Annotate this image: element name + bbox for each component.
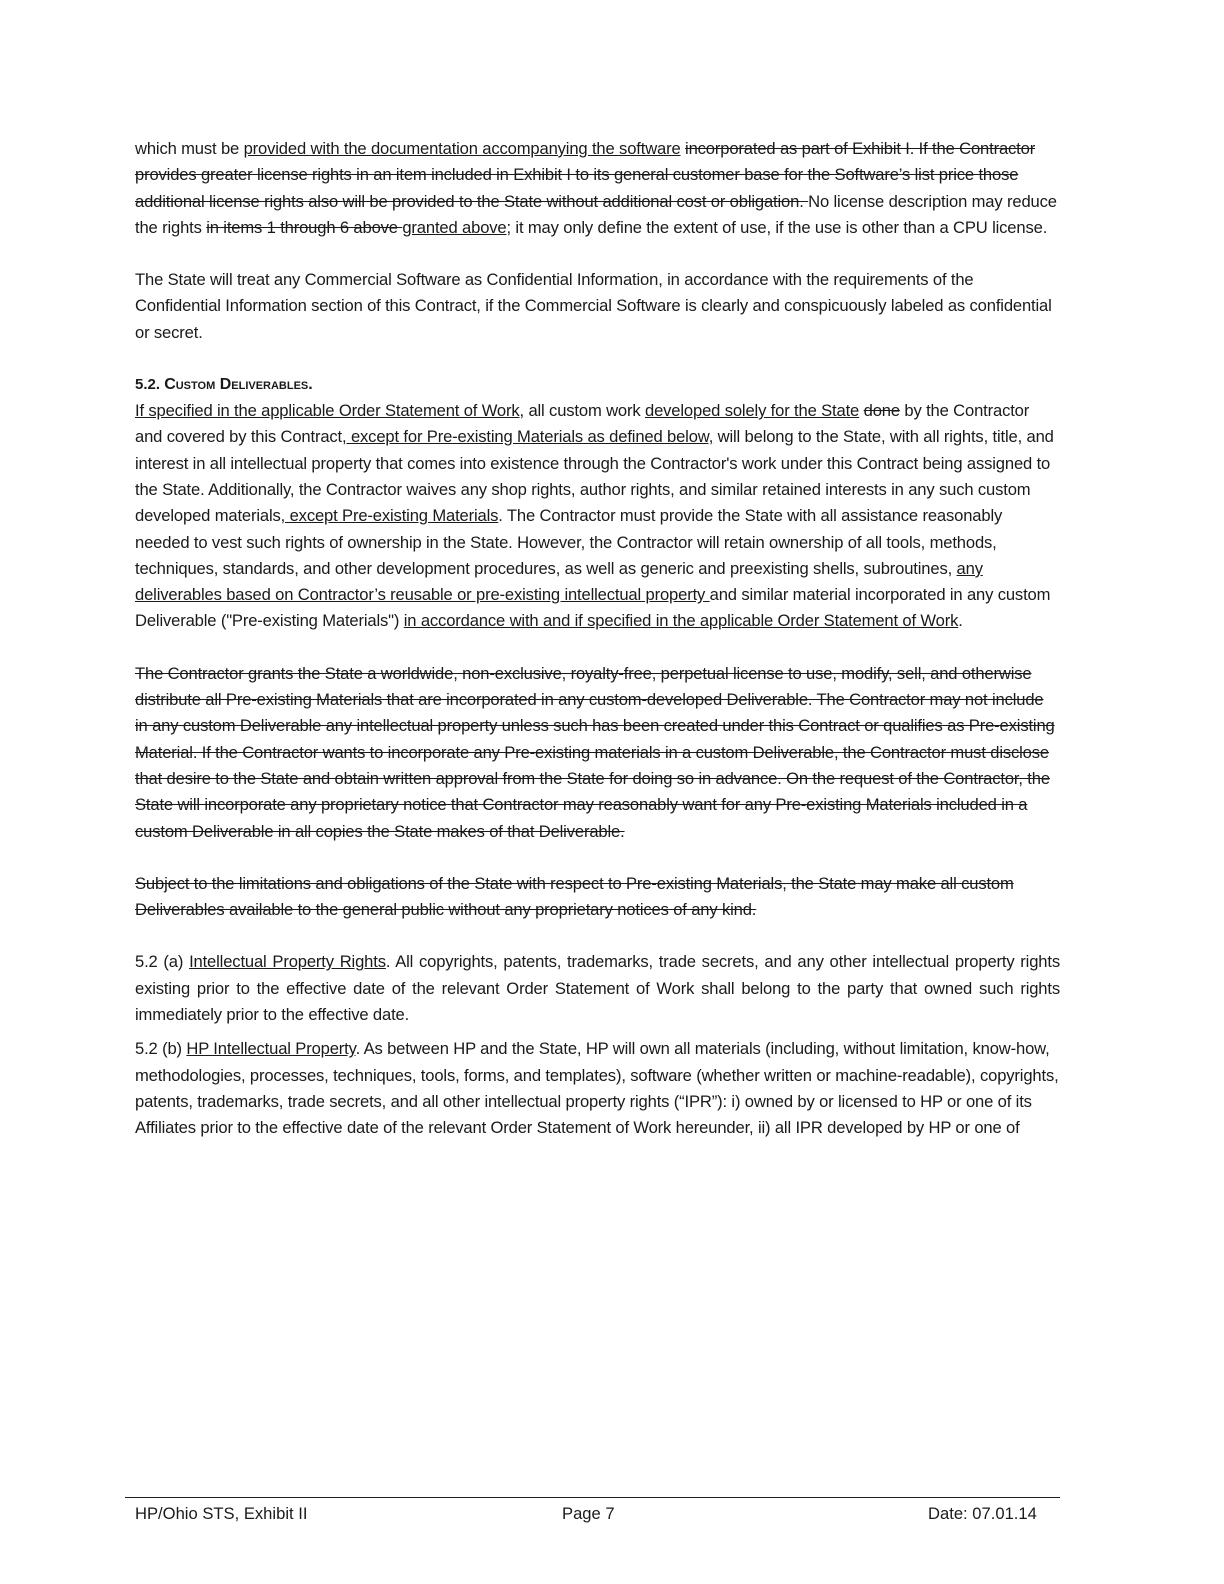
deleted-text: The Contractor grants the State a worldwide, non-exclusive, royalty-free, perpetual license to use, modify, sell, and otherwise distribute all Pre-existing Materials that are incorporated in any custom-developed Deliverable. The Contractor may not include in any custom Deliverable any intellectual property unless such has been created under this Contract or qualifies as Pre-existing Material. If the Contractor wants to incorporate any Pre-existing materials in a custom Deliverable, the Contractor must disclose that desire to the State and obtain written approval from the State for doing so in advance. On the request of the Contractor, the State will incorporate any proprietary notice that Contractor may reasonably want for any Pre-existing Materials included in a custom Deliverable in all copies the State makes of that Deliverable. (135, 663, 1055, 841)
text-run: ; it may only define the extent of use, if the use is other than a CPU license. (506, 217, 1048, 237)
text-run: and similar material incorporated in any custom Deliverable ("Pre-existing Materials") (135, 585, 1051, 631)
deleted-text: incorporated as part of Exhibit I. If the Contractor provides greater license rights in an item included in Exhibit I to its general customer base for the Software’s list price those additional license rights also will be provided to the State without additional cost or obligation. (135, 139, 1036, 211)
section-heading (135, 372, 1060, 398)
paragraph-5-2-b (135, 1036, 1060, 1141)
inserted-text: Intellectual Property Rights (189, 952, 386, 972)
footer-document-name: HP/Ohio STS, Exhibit II (135, 1504, 308, 1523)
footer-page-number: Page 7 (562, 1504, 615, 1523)
text-run: No license description may reduce the rights (135, 191, 1057, 237)
text-run: . All copyrights, patents, trademarks, trade secrets, and any other intellectual property rights existing prior to the effective date of the relevant Order Statement of Work shall belong to the party that owned such rights immediately prior to the effective date. (135, 952, 1060, 1025)
deleted-text: in items 1 through 6 above (206, 217, 403, 237)
text-run: all custom work (523, 401, 645, 421)
inserted-text: If specified in the applicable Order Statement of Work, (135, 401, 524, 421)
text-run: . As between HP and the State, HP will own all materials (including, without limitation, know-how, methodologies, processes, techniques, tools, forms, and templates), software (whether written or machine-readable), copyrights, patents, trademarks, trade secrets, and all other intellectual property rights (“IPR”): i) owned by or licensed to HP or one of its Affiliates prior to the effective date of the relevant Order Statement of Work hereunder, ii) all IPR developed by HP or one of (135, 1039, 1059, 1138)
deleted-text: done (863, 401, 900, 421)
paragraph-license-rights (135, 136, 1060, 241)
text-run: by the Contractor and covered by this Contract (135, 401, 1030, 447)
deleted-text: Subject to the limitations and obligations of the State with respect to Pre-existing Materials, the State may make all custom Deliverables available to the general public without any proprietary notices of any kind. (135, 873, 1014, 920)
inserted-text: , except for Pre-existing Materials as defined below, (342, 427, 714, 447)
text-run: . (958, 611, 963, 631)
paragraph-struck-public-availability (135, 871, 1060, 924)
inserted-text: any deliverables based on Contractor’s reusable or pre-existing intellectual property (135, 558, 983, 605)
paragraph-custom-deliverables (135, 398, 1060, 635)
inserted-text: developed solely for the State (645, 401, 860, 421)
inserted-text: granted above (402, 217, 507, 237)
section-title: Custom Deliverables. (164, 376, 313, 394)
text-run: will belong to the State, with all rights, title, and interest in all intellectual property that comes into existence through the Contractor's work under this Contract being assigned to the State. Additionally, the Contractor waives any shop rights, author rights, and similar retained interests in any such custom developed materials (135, 427, 1054, 526)
text-run: . The Contractor must provide the State with all assistance reasonably needed to vest such rights of ownership in the State. However, the Contractor will retain ownership of all tools, methods, techniques, standards, and other development procedures, as well as generic and preexisting shells, subroutines, (135, 506, 1003, 578)
footer-date: Date: 07.01.14 (928, 1504, 1037, 1523)
paragraph-confidential-software (135, 267, 1060, 346)
text-run: 5.2 (a) (135, 952, 190, 972)
inserted-text: HP Intellectual Property (186, 1039, 356, 1059)
paragraph-5-2-a (135, 949, 1060, 1028)
inserted-text: , except Pre-existing Materials (280, 506, 499, 526)
text-run: which must be (135, 139, 244, 158)
text-run: 5.2 (b) (135, 1039, 187, 1059)
inserted-text: provided with the documentation accompanying the software (243, 139, 681, 158)
section-number: 5.2. (135, 376, 165, 394)
inserted-text: in accordance with and if specified in the applicable Order Statement of Work (403, 611, 959, 631)
paragraph-struck-license-grant (135, 661, 1060, 845)
footer-divider (125, 1497, 1060, 1498)
document-body (135, 136, 1060, 1168)
text-run: The State will treat any Commercial Software as Confidential Information, in accordance with the requirements of the Confidential Information section of this Contract, if the Commercial Software is clearly and conspicuously labeled as confidential or secret. (135, 270, 1052, 342)
